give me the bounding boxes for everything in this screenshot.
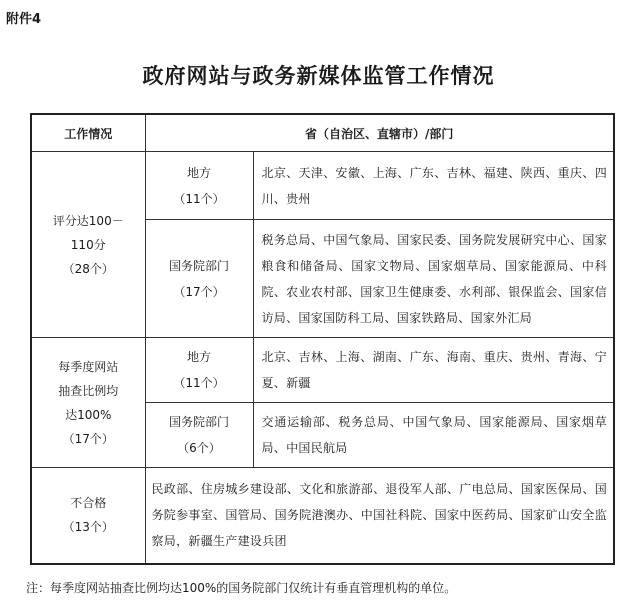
subcategory-count: （6个） — [177, 441, 221, 455]
supervision-table — [30, 113, 615, 565]
list-cell: 北京、吉林、上海、湖南、广东、海南、重庆、贵州、青海、宁夏、新疆 — [253, 338, 614, 403]
category-label-line: 不合格 — [70, 496, 107, 511]
subcategory-count: （11个） — [173, 191, 225, 206]
category-count: （17个） — [62, 431, 114, 446]
list-cell: 税务总局、中国气象局、国家民委、国务院发展研究中心、国家粮食和储备局、国家文物局、国家烟草局、国家能源局、中科院、农业农村部、国家卫生健康委、水利部、银保监会、国家信访局、国家国防科工局、国家铁路局、国家外汇局 — [253, 220, 614, 338]
page-title: 政府网站与政务新媒体监管工作情况 — [142, 63, 495, 88]
category-unqualified — [31, 468, 145, 564]
table-header-row — [31, 114, 614, 152]
subcategory-state-council-dept — [145, 403, 253, 468]
subcategory-label: 国务院部门 — [168, 258, 229, 273]
category-label-line: 评分达100－ — [52, 213, 124, 228]
subcategory-local — [145, 152, 253, 220]
category-score-100-110 — [31, 152, 145, 338]
header-provinces-departments: 省（自治区、直辖市）/部门 — [145, 114, 614, 152]
header-work-status: 工作情况 — [31, 114, 145, 152]
subcategory-label: 地方 — [186, 350, 211, 364]
attachment-label: 附件4 — [6, 12, 42, 27]
subcategory-label: 地方 — [186, 165, 211, 180]
table-row — [31, 468, 614, 564]
category-count: （13个） — [62, 520, 114, 535]
category-label-line: 110分 — [70, 237, 106, 252]
subcategory-local — [145, 338, 253, 403]
category-label-line: 达100% — [65, 407, 112, 422]
list-cell: 交通运输部、税务总局、中国气象局、国家能源局、国家烟草局、中国民航局 — [253, 403, 614, 468]
category-count: （28个） — [62, 261, 114, 276]
category-label-line: 每季度网站 — [58, 359, 119, 374]
list-cell: 民政部、住房城乡建设部、文化和旅游部、退役军人部、广电总局、国家医保局、国务院参事室、国管局、国务院港澳办、中国社科院、国家中医药局、国家矿山安全监察局，新疆生产建设兵团 — [145, 468, 614, 564]
subcategory-state-council-dept — [145, 220, 253, 338]
table-row — [31, 338, 614, 403]
subcategory-count: （17个） — [173, 284, 225, 299]
subcategory-count: （11个） — [173, 376, 225, 390]
subcategory-label: 国务院部门 — [168, 415, 229, 429]
footnote: 注：每季度网站抽查比例均达100%的国务院部门仅统计有垂直管理机构的单位。 — [26, 581, 457, 595]
table-row — [31, 152, 614, 220]
category-sampling-100 — [31, 338, 145, 468]
category-label-line: 抽查比例均 — [58, 383, 119, 398]
list-cell: 北京、天津、安徽、上海、广东、吉林、福建、陕西、重庆、四川、贵州 — [253, 152, 614, 220]
